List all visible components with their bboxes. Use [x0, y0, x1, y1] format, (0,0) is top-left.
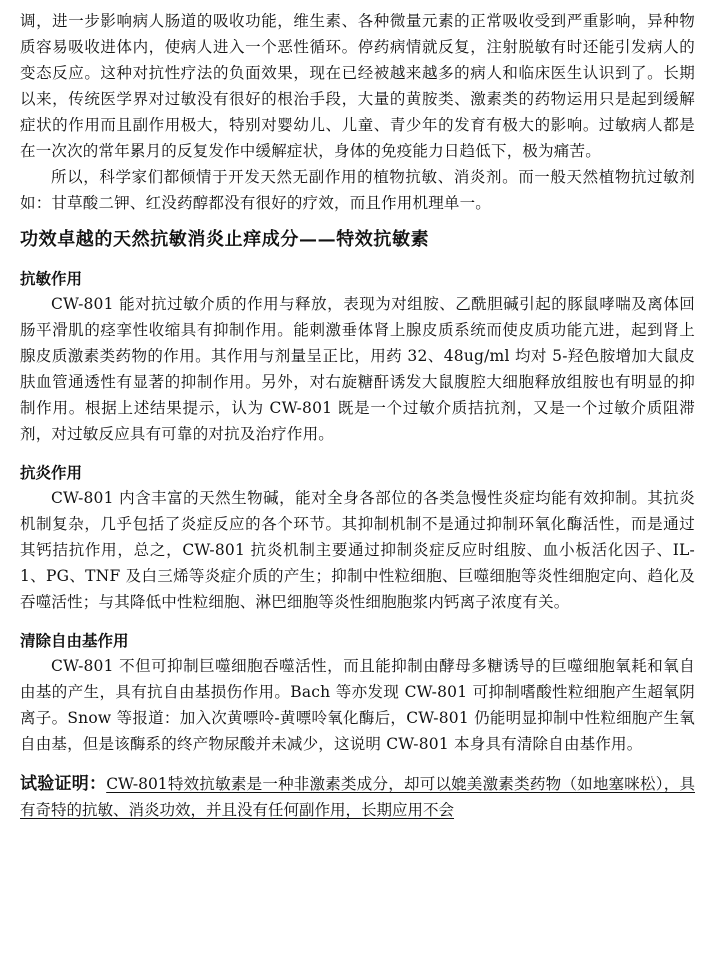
proof-paragraph — [20, 771, 695, 823]
section-free-radical — [20, 629, 695, 757]
proof-label: 试验证明： — [20, 774, 107, 794]
section-anti-allergy — [20, 267, 695, 447]
intro-paragraph-2: 所以，科学家们都倾情于开发天然无副作用的植物抗敏、消炎剂。而一般天然植物抗过敏剂如：甘草酸二钾、红没药醇都没有很好的疗效，而且作用机理单一。 — [20, 168, 695, 212]
section-body-anti-inflammation: CW-801 内含丰富的天然生物碱，能对全身各部位的各类急慢性炎症均能有效抑制。其抗炎机制复杂，几乎包括了炎症反应的各个环节。其抑制机制不是通过抑制环氧化酶活性，而是通过其钙拮抗作用，总之，CW-801 抗炎机制主要通过抑制炎症反应时组胺、血小板活化因子、IL-1、PG、TNF 及白三烯等炎症介质的产生；抑制中性粒细胞、巨噬细胞等炎性细胞定向、趋化及吞噬活性；与其降低中性粒细胞、淋巴细胞等炎性细胞胞浆内钙离子浓度有关。 — [20, 489, 695, 611]
section-heading-anti-allergy: 抗敏作用 — [20, 269, 83, 288]
section-body-anti-allergy: CW-801 能对抗过敏介质的作用与释放，表现为对组胺、乙酰胆碱引起的豚鼠哮喘及离体回肠平滑肌的痉挛性收缩具有抑制作用。能刺激垂体肾上腺皮质系统而使皮质功能亢进，起到肾上腺皮质激素类药物的作用。其作用与剂量呈正比，用药 32、48ug/ml 均对 5-羟色胺增加大鼠皮肤血管通透性有显著的抑制作用。另外，对右旋糖酐诱发大鼠腹腔大细胞释放组胺也有明显的抑制作用。根据上述结果提示，认为 CW-801 既是一个过敏介质拮抗剂，又是一个过敏介质阻滞剂，对过敏反应具有可靠的对抗及治疗作用。 — [20, 295, 695, 443]
proof-text: CW-801特效抗敏素是一种非激素类成分，却可以媲美激素类药物（如地塞咪松），具有奇特的抗敏、消炎功效，并且没有任何副作用，长期应用不会 — [20, 775, 695, 819]
section-heading-anti-inflammation: 抗炎作用 — [20, 463, 83, 482]
section-anti-inflammation — [20, 461, 695, 615]
section-body-free-radical: CW-801 不但可抑制巨噬细胞吞噬活性，而且能抑制由酵母多糖诱导的巨噬细胞氧耗和氧自由基的产生，具有抗自由基损伤作用。Bach 等亦发现 CW-801 可抑制嗜酸性粒细胞产生超氧阴离子。Snow 等报道：加入次黄嘌呤-黄嘌呤氧化酶后，CW-801 仍能明显抑制中性粒细胞产生氧自由基，但是该酶系的终产物尿酸并未减少，这说明 CW-801 本身具有清除自由基作用。 — [20, 657, 695, 753]
intro-paragraph-1: 调，进一步影响病人肠道的吸收功能，维生素、各种微量元素的正常吸收受到严重影响，异种物质容易吸收进体内，使病人进入一个恶性循环。停药病情就反复，注射脱敏有时还能引发病人的变态反应。这种对抗性疗法的负面效果，现在已经被越来越多的病人和临床医生认识到了。长期以来，传统医学界对过敏没有很好的根治手段，大量的黄胺类、激素类的药物运用只是起到缓解症状的作用而且副作用极大，特别对婴幼儿、儿童、青少年的发育有极大的影响。过敏病人都是在一次次的常年累月的反复发作中缓解症状，身体的免疫能力日趋低下，极为痛苦。 — [20, 12, 695, 160]
main-heading: 功效卓越的天然抗敏消炎止痒成分——特效抗敏素 — [20, 229, 430, 250]
section-heading-free-radical: 清除自由基作用 — [20, 631, 129, 650]
